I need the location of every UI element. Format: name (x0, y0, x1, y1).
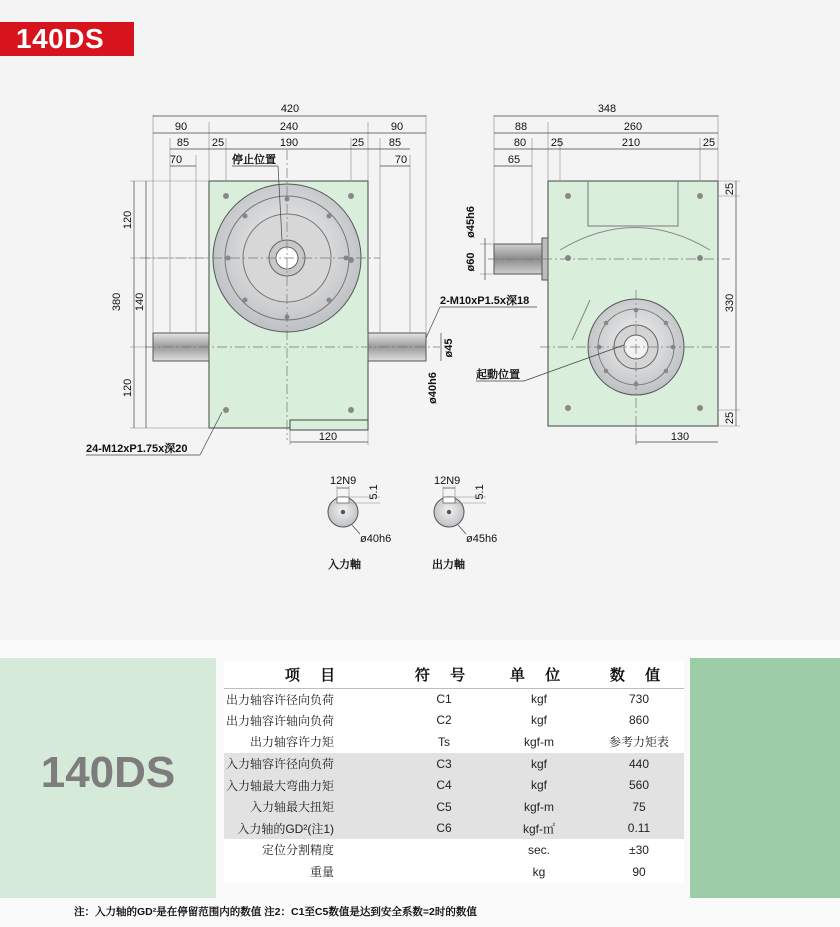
spec-value-cell: 0.11 (594, 818, 684, 840)
shaft-45-label: ø45 (443, 338, 455, 358)
dim-bottom-120: 120 (318, 431, 338, 443)
table-row (224, 861, 684, 883)
spec-value-cell: 560 (594, 774, 684, 796)
spec-unit-cell: kgf-m (484, 731, 594, 753)
spec-symbol-cell: Ts (404, 731, 484, 753)
side-dim-210: 210 (621, 137, 641, 149)
spec-value-cell: ±30 (594, 839, 684, 861)
spec-unit-cell: kgf (484, 774, 594, 796)
dim-right-85: 85 (388, 137, 402, 149)
spec-symbol-cell: C4 (404, 774, 484, 796)
keyway-input (328, 475, 391, 571)
table-row (224, 753, 684, 775)
spec-unit-cell: kg (484, 861, 594, 883)
keyway-input-dia: ø40h6 (360, 533, 392, 545)
header-value: 数 值 (594, 662, 684, 688)
dim-420: 420 (280, 103, 300, 115)
spec-header-row (224, 662, 684, 688)
table-row (224, 796, 684, 818)
hole-note-bottom: 24-M12xP1.75x深20 (86, 443, 188, 455)
dim-v-140: 140 (134, 292, 146, 312)
spec-symbol-cell: C3 (404, 753, 484, 775)
start-position-label: 起動位置 (476, 369, 520, 381)
side-dim-v-25-top: 25 (724, 182, 736, 196)
dim-v-120-bottom: 120 (122, 378, 134, 398)
spec-value-cell: 730 (594, 688, 684, 710)
dim-left-25: 25 (211, 137, 225, 149)
spec-item-cell: 入力轴容许径向负荷 (224, 753, 404, 775)
dim-190: 190 (279, 137, 299, 149)
hole-note-top: 2-M10xP1.5x深18 (440, 295, 530, 307)
spec-item-cell: 出力轴容许轴向负荷 (224, 710, 404, 732)
spec-value-cell: 440 (594, 753, 684, 775)
spec-item-cell: 入力轴最大弯曲力矩 (224, 774, 404, 796)
side-dim-130: 130 (670, 431, 690, 443)
header-symbol: 符 号 (404, 662, 484, 688)
spec-item-cell: 出力轴容许径向负荷 (224, 688, 404, 710)
dim-240: 240 (279, 121, 299, 133)
model-title: 140DS (40, 748, 176, 797)
footnotes: 注：入力轴的GD²是在停留范围内的数值 注2：C1至C5数值是达到安全系数=2时的数值 (74, 906, 477, 918)
shaft-60-label: ø60 (465, 252, 477, 272)
spec-symbol-cell: C2 (404, 710, 484, 732)
side-dim-260: 260 (623, 121, 643, 133)
shaft-40h6-label: ø40h6 (427, 372, 439, 404)
model-badge: 140DS (0, 22, 134, 56)
keyway-output-width: 12N9 (434, 475, 461, 487)
spec-item-cell: 定位分割精度 (224, 839, 404, 861)
spec-unit-cell: sec. (484, 839, 594, 861)
spec-value-cell: 75 (594, 796, 684, 818)
header-item: 项 目 (224, 662, 404, 688)
dim-v-380: 380 (111, 292, 123, 312)
keyway-input-label: 入力軸 (328, 559, 361, 571)
keyway-output-depth: 5.1 (474, 484, 486, 500)
dim-left-85: 85 (176, 137, 190, 149)
spec-symbol-cell (404, 839, 484, 861)
spec-symbol-cell: C5 (404, 796, 484, 818)
keyway-input-width: 12N9 (330, 475, 357, 487)
side-dim-348: 348 (597, 103, 617, 115)
spec-value-cell: 90 (594, 861, 684, 883)
spec-symbol-cell (404, 861, 484, 883)
dim-left-90: 90 (174, 121, 188, 133)
technical-drawing (0, 60, 840, 640)
spec-item-cell: 入力轴最大扭矩 (224, 796, 404, 818)
spec-value-cell: 参考力矩表 (594, 731, 684, 753)
front-base (290, 420, 368, 430)
dim-right-70: 70 (394, 154, 408, 166)
side-dim-88: 88 (514, 121, 528, 133)
table-row (224, 688, 684, 710)
spec-item-cell: 重量 (224, 861, 404, 883)
shaft-45h6-label: ø45h6 (465, 206, 477, 238)
table-row (224, 731, 684, 753)
header-unit: 单 位 (484, 662, 594, 688)
spec-unit-cell: kgf (484, 710, 594, 732)
spec-unit-cell: kgf (484, 688, 594, 710)
spec-unit-cell: kgf-㎡ (484, 818, 594, 840)
dim-left-70: 70 (169, 154, 183, 166)
spec-value-cell: 860 (594, 710, 684, 732)
spec-item-cell: 出力轴容许力矩 (224, 731, 404, 753)
stop-position-label: 停止位置 (232, 154, 276, 166)
table-row (224, 774, 684, 796)
dim-right-25: 25 (351, 137, 365, 149)
side-dim-v-330: 330 (724, 293, 736, 313)
side-dim-right-25: 25 (702, 137, 716, 149)
keyway-input-depth: 5.1 (368, 484, 380, 500)
spec-unit-cell: kgf-m (484, 796, 594, 818)
table-row (224, 710, 684, 732)
side-dim-80: 80 (513, 137, 527, 149)
side-dim-v-25-bottom: 25 (724, 411, 736, 425)
accent-panel (690, 658, 840, 898)
front-view (86, 103, 537, 455)
spec-item-cell: 入力轴的GD²(注1) (224, 818, 404, 840)
side-dim-left-25: 25 (550, 137, 564, 149)
keyway-output (432, 475, 497, 571)
dim-right-90: 90 (390, 121, 404, 133)
side-dim-65: 65 (507, 154, 521, 166)
spec-unit-cell: kgf (484, 753, 594, 775)
table-row (224, 818, 684, 840)
keyway-output-dia: ø45h6 (466, 533, 498, 545)
spec-table (224, 662, 684, 882)
side-view (465, 103, 740, 445)
keyway-output-label: 出力軸 (432, 559, 465, 571)
spec-symbol-cell: C6 (404, 818, 484, 840)
dim-v-120-top: 120 (122, 210, 134, 230)
table-row (224, 839, 684, 861)
spec-symbol-cell: C1 (404, 688, 484, 710)
